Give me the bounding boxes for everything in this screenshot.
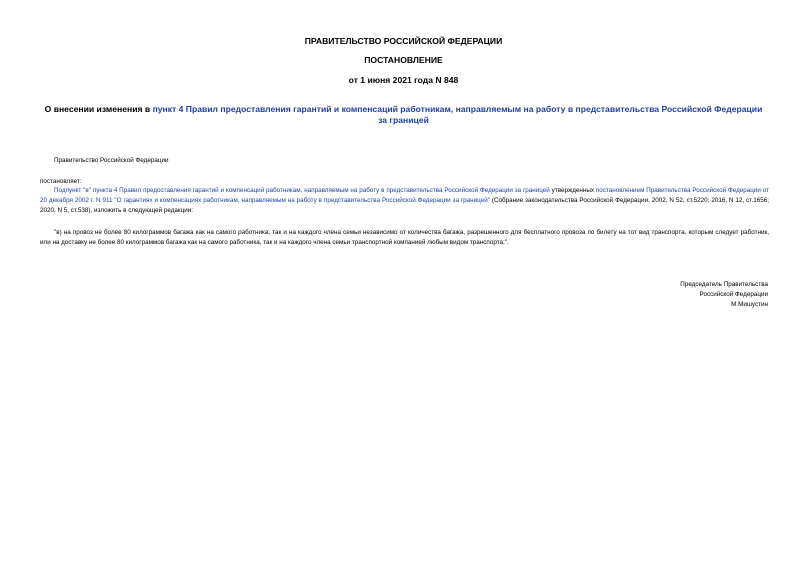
signature-title-1: Председатель Правительства (680, 281, 768, 288)
signature-title-2: Российской Федерации (699, 291, 768, 298)
signature-name: М.Мишустин (731, 301, 768, 308)
title-link[interactable]: пункт 4 Правил предоставления гарантий и компенсаций работникам, направляемым на работу в представительства Российской Федерации за границей (152, 104, 763, 125)
doc-type-heading: ПОСТАНОВЛЕНИЕ (364, 55, 443, 65)
approved-text: утвержденных (549, 187, 596, 194)
resolution-link[interactable]: постановлением Правительства Российской Федерации от 20 декабря 2002 г. N 911 "О гарантиях и компенсациях работникам, направляемым на работу в представительства Российской Федерации за границей" (40, 187, 769, 205)
government-heading: ПРАВИТЕЛЬСТВО РОССИЙСКОЙ ФЕДЕРАЦИИ (304, 36, 503, 46)
collection-text: (Собрание законодательства Российской Федерации, 2002, N 52, ст.5220; 2016, N 12, ст.1656; 2020, N 5, ст.538), изложить в следующей редакции: (40, 197, 769, 215)
title-prefix: О внесении изменения в (44, 104, 153, 114)
date-number: от 1 июня 2021 года N 848 (348, 75, 459, 85)
intro-text: Правительство Российской Федерации (54, 157, 169, 164)
paragraph-new-wording: "в) на провоз не более 80 килограммов багажа как на самого работника, так и на каждого члена семьи независимо от количества багажа, разрешенного для бесплатного провоза по билету на тот вид транспорта, которым следует работник, или на доставку не более 80 килограммов багажа как на самого работника, так и на каждого члена семьи транспортной компанией любым видом транспорта;". (40, 229, 769, 247)
decrees-text: постановляет: (40, 178, 82, 185)
paragraph-amendment (40, 186, 769, 217)
document-title (40, 104, 767, 126)
subpoint-link[interactable]: Подпункт "в" пункта 4 Правил предоставления гарантий и компенсаций работникам, направляемым на работу в представительства Российской Федерации за границей (54, 187, 550, 194)
